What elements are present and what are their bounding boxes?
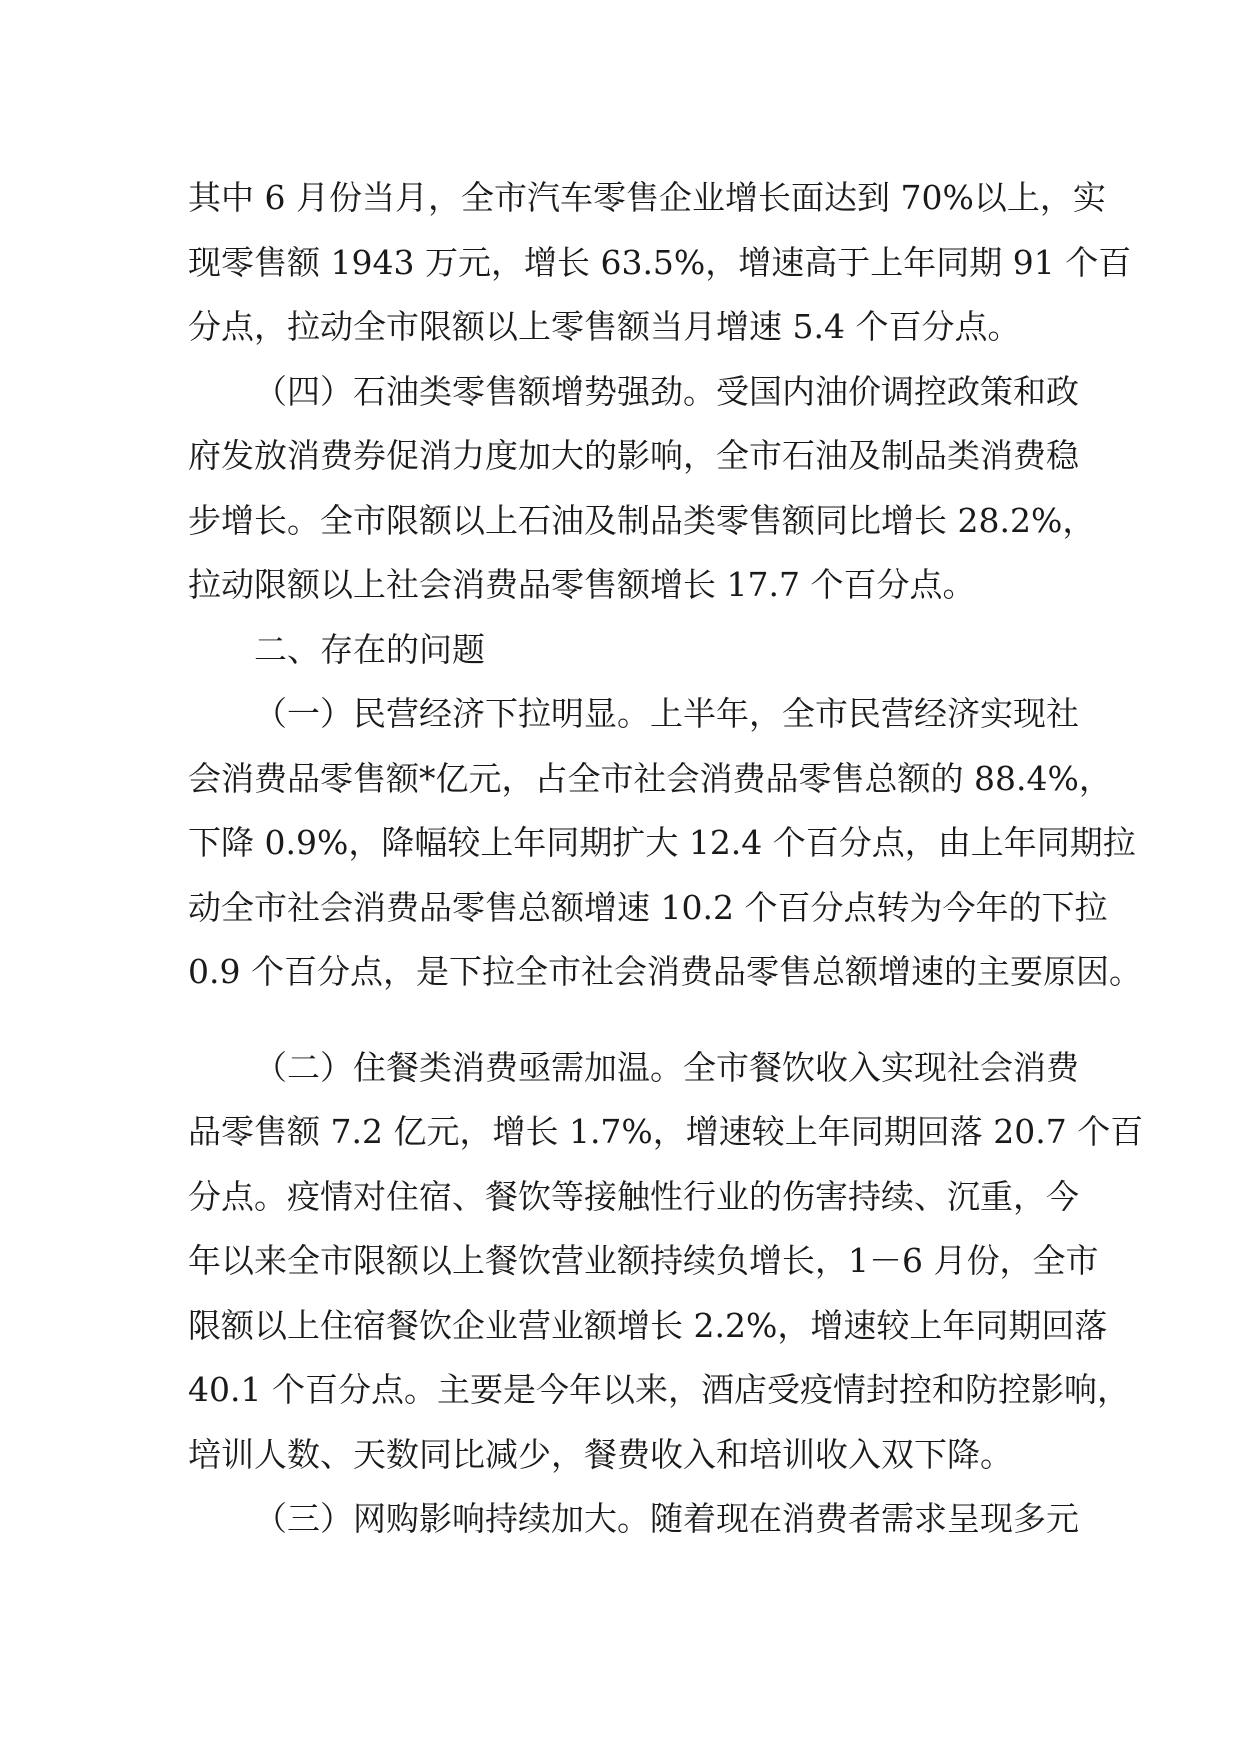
section-heading-line: （一）民营经济下拉明显。上半年，全市民营经济实现社 [254,694,1079,733]
text-line: 现零售额 1943 万元，增长 63.5%，增速高于上年同期 91 个百 [188,242,1132,282]
chapter-heading: 二、存在的问题 [254,629,485,669]
section-heading-line: （二）住餐类消费亟需加温。全市餐饮收入实现社会消费 [254,1047,1079,1087]
text-line: 其中 6 月份当月，全市汽车零售企业增长面达到 70%以上，实 [188,178,1106,217]
section-heading-line: （四）石油类零售额增势强劲。受国内油价调控政策和政 [254,371,1079,411]
document-body [188,166,1144,1552]
text-line: 步增长。全市限额以上石油及制品类零售额同比增长 28.2%， [188,500,1096,540]
text-line: 下降 0.9%，降幅较上年同期扩大 12.4 个百分点，由上年同期拉 [188,823,1136,862]
text-line: 品零售额 7.2 亿元，增长 1.7%，增速较上年同期回落 20.7 个百 [188,1112,1144,1151]
text-line: 府发放消费券促消力度加大的影响，全市石油及制品类消费稳 [188,436,1079,475]
text-line: 培训人数、天数同比减少，餐费收入和培训收入双下降。 [188,1434,1013,1474]
text-line: 拉动限额以上社会消费品零售额增长 17.7 个百分点。 [188,565,976,604]
text-line: 年以来全市限额以上餐饮营业额持续负增长，1－6 月份，全市 [188,1241,1099,1280]
section-heading-line: （三）网购影响持续加大。随着现在消费者需求呈现多元 [254,1499,1079,1538]
text-line: 40.1 个百分点。主要是今年以来，酒店受疫情封控和防控影响， [188,1370,1130,1409]
text-line: 限额以上住宿餐饮企业营业额增长 2.2%，增速较上年同期回落 [188,1305,1108,1345]
text-line: 0.9 个百分点，是下拉全市社会消费品零售总额增速的主要原因。 [188,952,1142,991]
text-line: 分点。疫情对住宿、餐饮等接触性行业的伤害持续、沉重，今 [188,1176,1079,1216]
text-line: 动全市社会消费品零售总额增速 10.2 个百分点转为今年的下拉 [188,887,1108,927]
text-line: 会消费品零售额*亿元，占全市社会消费品零售总额的 88.4%， [188,758,1112,798]
text-line: 分点，拉动全市限额以上零售额当月增速 5.4 个百分点。 [188,307,1021,346]
